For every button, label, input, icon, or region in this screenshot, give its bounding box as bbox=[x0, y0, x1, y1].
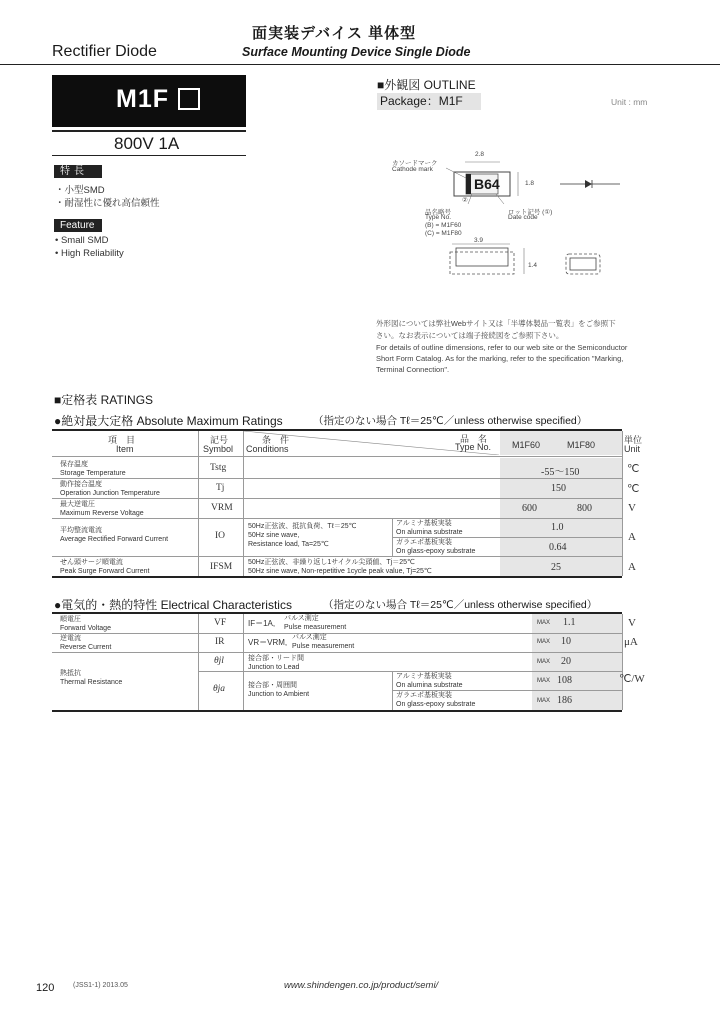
part-suffix-box bbox=[178, 88, 200, 110]
io-alumina-jp: アルミナ基板実装 bbox=[396, 520, 452, 527]
unit-ir: μA bbox=[624, 636, 638, 648]
sym-vf: VF bbox=[214, 618, 227, 628]
cond-io-sine: 50Hz sine wave, bbox=[248, 532, 300, 539]
header-jp-title: 面実装デバイス 単体型 bbox=[252, 25, 417, 42]
thja-alumina-jp: アルミナ基板実装 bbox=[396, 673, 452, 680]
rating-divider bbox=[52, 130, 246, 132]
outline-note: Terminal Connection". bbox=[376, 365, 450, 374]
col-conditions: Conditions bbox=[246, 444, 289, 454]
col-symbol: Symbol bbox=[203, 444, 234, 454]
elec-bottom-rule bbox=[52, 710, 622, 712]
feature-item: • High Reliability bbox=[55, 248, 124, 259]
feature-jp-item: ・小型SMD bbox=[55, 185, 105, 196]
sym-tstg: Tstg bbox=[210, 463, 227, 473]
col-divider bbox=[622, 614, 623, 710]
page-number: 120 bbox=[36, 982, 55, 994]
col-m1f60: M1F60 bbox=[512, 440, 541, 450]
rating-divider-bottom bbox=[52, 155, 246, 156]
io-glass: On glass-epoxy substrate bbox=[396, 548, 476, 555]
max-vf: MAX bbox=[537, 620, 551, 626]
date-code-label: Date code bbox=[508, 214, 538, 221]
val-thja-glass: 186 bbox=[557, 695, 572, 706]
col-type-jp: 品 名 bbox=[460, 434, 488, 444]
table-bottom-rule bbox=[52, 576, 622, 578]
col-conditions-jp: 条 件 bbox=[262, 435, 290, 445]
row-rule bbox=[52, 478, 622, 479]
cond-ir-jp: パルス測定 bbox=[292, 634, 327, 641]
dim-length: 3.9 bbox=[474, 237, 484, 244]
row-ifsm-jp: せん頭サージ順電流 bbox=[60, 559, 123, 566]
type-no-label: Type No. bbox=[425, 214, 452, 221]
row-vf-jp: 順電圧 bbox=[60, 616, 81, 623]
col-symbol-jp: 記号 bbox=[210, 435, 229, 445]
col-divider bbox=[243, 431, 244, 576]
cond-vf-en: Pulse measurement bbox=[284, 624, 347, 631]
sym-tj: Tj bbox=[216, 483, 225, 493]
sym-io: IO bbox=[215, 531, 226, 541]
outline-heading: ■外観図 OUTLINE bbox=[377, 78, 476, 92]
table-header-rule bbox=[52, 456, 622, 457]
max-thjl: MAX bbox=[537, 659, 551, 665]
row-ir: Reverse Current bbox=[60, 644, 112, 651]
row-vrm-jp: 最大逆電圧 bbox=[60, 501, 95, 508]
row-thermal: Thermal Resistance bbox=[60, 679, 123, 686]
row-junction-jp: 動作接合温度 bbox=[60, 481, 102, 488]
col-divider bbox=[243, 614, 244, 710]
val-io-alumina: 1.0 bbox=[551, 522, 564, 533]
circle-2-mark: ② bbox=[462, 197, 468, 204]
val-ir: 10 bbox=[561, 636, 571, 647]
type-no-m1f80: (C) = M1F80 bbox=[425, 230, 462, 237]
max-thja-glass: MAX bbox=[537, 698, 551, 704]
abs-max-heading: ●絶対最大定格 Absolute Maximum Ratings bbox=[54, 414, 283, 428]
footer-url[interactable]: www.shindengen.co.jp/product/semi/ bbox=[284, 980, 439, 991]
outline-note: Short Form Catalog. As for the marking, refer to the specification "Marking, bbox=[376, 354, 624, 363]
cathode-mark-label: Cathode mark bbox=[392, 166, 433, 173]
unit-io: A bbox=[628, 531, 636, 543]
row-storage: Storage Temperature bbox=[60, 470, 126, 477]
dim-lead: 1.4 bbox=[528, 262, 538, 269]
row-junction: Operation Junction Temperature bbox=[60, 490, 160, 497]
cond-io-load: Resistance load, Ta=25℃ bbox=[248, 541, 329, 548]
unit-thermal: ℃/W bbox=[619, 673, 645, 685]
cond-thjl: Junction to Lead bbox=[248, 664, 300, 671]
sym-ifsm: IFSM bbox=[210, 562, 233, 572]
package-label: Package：M1F bbox=[377, 93, 481, 110]
cond-vf-jp: パルス測定 bbox=[284, 615, 319, 622]
row-storage-jp: 保存温度 bbox=[60, 461, 88, 468]
type-no-jp: 品名略号 bbox=[425, 209, 451, 216]
date-code-jp: ロット記号 (①) bbox=[508, 209, 553, 216]
outline-note: さい。なお表示については端子接続図をご参照下さい。 bbox=[376, 331, 564, 340]
cond-io-jp: 50Hz正弦波、抵抗負荷、Tℓ＝25℃ bbox=[248, 523, 357, 530]
elec-note: （指定のない場合 Tℓ＝25℃／unless otherwise specified） bbox=[323, 599, 598, 611]
cond-vf: IF＝1A, bbox=[248, 619, 276, 628]
sym-vrm: VRM bbox=[211, 503, 233, 513]
unit-tj: ℃ bbox=[627, 483, 640, 495]
feature-item: • Small SMD bbox=[55, 235, 109, 246]
row-rule bbox=[52, 633, 622, 634]
dim-width: 2.8 bbox=[475, 151, 485, 158]
feature-jp-item: ・耐湿性に優れ高信頼性 bbox=[55, 198, 160, 209]
unit-tstg: ℃ bbox=[627, 463, 640, 475]
col-type: Type No. bbox=[455, 442, 492, 452]
row-rule bbox=[52, 498, 622, 499]
marking-code: B64 bbox=[474, 176, 500, 192]
cond-ifsm-jp: 50Hz正弦波、非繰り返し1サイクル尖頭値、Tj＝25℃ bbox=[248, 559, 415, 566]
val-ifsm: 25 bbox=[551, 562, 561, 573]
max-thja-alumina: MAX bbox=[537, 678, 551, 684]
dim-height: 1.8 bbox=[525, 180, 535, 187]
val-tj: 150 bbox=[551, 483, 566, 494]
row-io-jp: 平均整流電流 bbox=[60, 527, 102, 534]
elec-heading: ●電気的・熱的特性 Electrical Characteristics bbox=[54, 598, 292, 612]
col-unit: Unit bbox=[624, 444, 641, 454]
col-divider bbox=[622, 431, 623, 576]
cathode-mark-jp: カソードマーク bbox=[392, 160, 438, 167]
max-ir: MAX bbox=[537, 639, 551, 645]
val-io-glass: 0.64 bbox=[549, 542, 567, 553]
col-m1f80: M1F80 bbox=[567, 440, 596, 450]
io-alumina: On alumina substrate bbox=[396, 529, 463, 536]
thja-glass-jp: ガラエポ基板実装 bbox=[396, 692, 452, 699]
page-title: Rectifier Diode bbox=[52, 43, 157, 60]
thja-glass: On glass-epoxy substrate bbox=[396, 701, 476, 708]
cond-thjl-jp: 接合部・リード間 bbox=[248, 655, 304, 662]
val-thja-alumina: 108 bbox=[557, 675, 572, 686]
cond-thja-jp: 接合部・周囲間 bbox=[248, 682, 297, 689]
abs-max-note: （指定のない場合 Tℓ＝25℃／unless otherwise specified） bbox=[313, 415, 588, 427]
outline-note: For details of outline dimensions, refer to our web site or the Semiconductor bbox=[376, 343, 628, 352]
part-number: M1F bbox=[116, 85, 169, 113]
row-rule bbox=[52, 652, 622, 653]
cond-thja: Junction to Ambient bbox=[248, 691, 310, 698]
doc-code: (JSS1-1) 2013.05 bbox=[73, 982, 128, 989]
cond-ir: VR＝VRM, bbox=[248, 638, 288, 647]
row-ifsm: Peak Surge Forward Current bbox=[60, 568, 150, 575]
cond-ir-en: Pulse measurement bbox=[292, 643, 355, 650]
ratings-heading: ■定格表 RATINGS bbox=[54, 393, 154, 407]
unit-vf: V bbox=[628, 617, 636, 629]
col-item-jp: 項 目 bbox=[108, 435, 136, 445]
row-rule bbox=[52, 518, 622, 519]
val-tstg: -55～150 bbox=[541, 467, 580, 478]
features-jp-label: 特長 bbox=[54, 165, 102, 178]
val-thjl: 20 bbox=[561, 656, 571, 667]
col-divider bbox=[198, 614, 199, 710]
part-rating: 800V 1A bbox=[114, 134, 180, 153]
col-item: Item bbox=[116, 444, 134, 454]
header-divider bbox=[0, 64, 720, 65]
col-divider bbox=[198, 431, 199, 576]
row-ir-jp: 逆電流 bbox=[60, 635, 81, 642]
row-rule bbox=[52, 556, 622, 557]
features-label: Feature bbox=[54, 219, 102, 232]
page-subtitle: Surface Mounting Device Single Diode bbox=[242, 45, 471, 59]
col-unit-jp: 単位 bbox=[624, 435, 643, 445]
val-vf: 1.1 bbox=[563, 617, 576, 628]
outline-note: 外形図については弊社Webサイト又は「半導体製品一覧表」をご参照下 bbox=[376, 319, 616, 328]
val-vrm-80: 800 bbox=[577, 503, 592, 514]
unit-label: Unit : mm bbox=[611, 97, 648, 107]
thja-alumina: On alumina substrate bbox=[396, 682, 463, 689]
unit-ifsm: A bbox=[628, 561, 636, 573]
type-no-m1f60: (B) = M1F60 bbox=[425, 222, 462, 229]
row-thermal-jp: 熱抵抗 bbox=[60, 670, 81, 677]
unit-vrm: V bbox=[628, 502, 636, 514]
sym-thja: θja bbox=[213, 684, 226, 694]
sym-ir: IR bbox=[215, 637, 225, 647]
row-vf: Forward Voltage bbox=[60, 625, 111, 632]
row-vrm: Maximum Reverse Voltage bbox=[60, 510, 144, 517]
sym-thjl: θjl bbox=[214, 656, 224, 666]
row-io: Average Rectified Forward Current bbox=[60, 536, 169, 543]
io-glass-jp: ガラエポ基板実装 bbox=[396, 539, 452, 546]
val-vrm-60: 600 bbox=[522, 503, 537, 514]
cond-ifsm: 50Hz sine wave, Non-repetitive 1cycle peak value, Tj=25℃ bbox=[248, 568, 432, 575]
